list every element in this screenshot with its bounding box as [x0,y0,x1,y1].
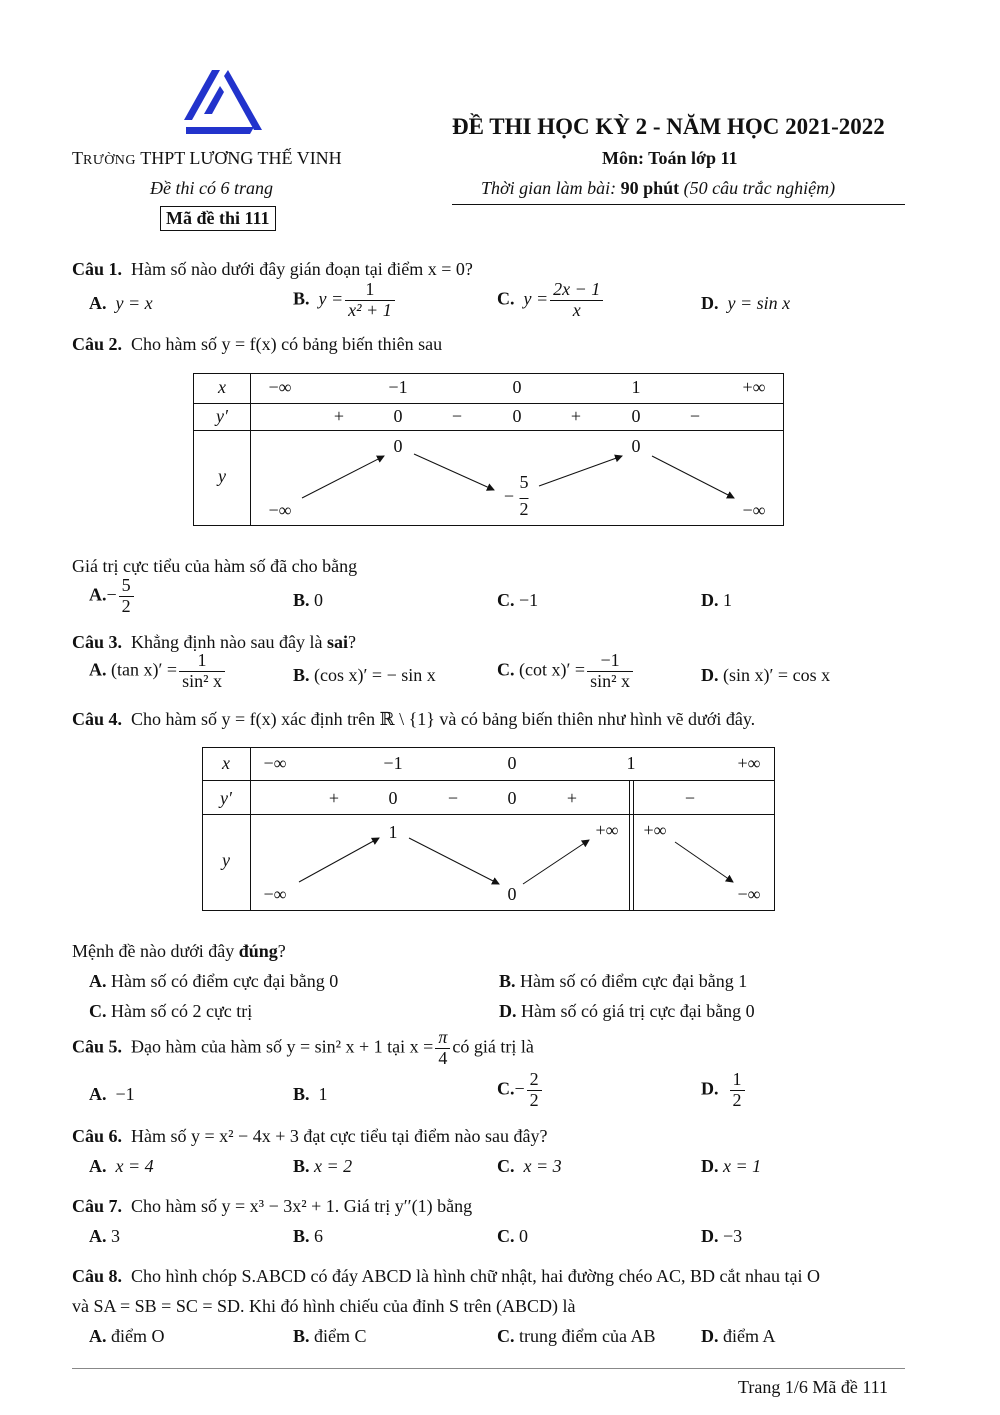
exam-code-box: Mã đề thi 111 [160,206,276,231]
q1-option-a[interactable]: A. y = x [89,293,153,313]
q7-option-a[interactable]: A. 3 [89,1226,120,1246]
question-5: Câu 5. Đạo hàm của hàm số y = sin² x + 1 tại x = $\frac{\pi}{4}$ có giá trị là [72,1027,534,1068]
exam-title: ĐỀ THI HỌC KỲ 2 - NĂM HỌC 2021-2022 [452,114,885,139]
q4-option-c[interactable]: C. Hàm số có 2 cực trị [89,1001,253,1021]
q3-option-b[interactable]: B. (cos x)′ = − sin x [293,665,436,685]
footer-page-number: Trang 1/6 Mã đề 111 [738,1377,888,1397]
q2-option-a[interactable]: A.− $\frac{5}{2}$ [89,576,136,617]
q3-option-a[interactable]: A. (tan x)′ = $\frac{1}{\text{sin² x}}$ [89,651,227,692]
q7-option-c[interactable]: C. 0 [497,1226,528,1246]
question-6: Câu 6. Hàm số y = x² − 4x + 3 đạt cực tiểu tại điểm nào sau đây? [72,1126,548,1146]
school-name: TRƯỜNG THPT LƯƠNG THẾ VINH [72,148,342,168]
variation-table-q4: x y′ y −∞ −1 0 1 +∞ + 0 − 0 + − −∞ 1 0 +∞ +∞ −∞ [202,747,775,911]
header-rule [452,204,905,205]
q3-option-d[interactable]: D. (sin x)′ = cos x [701,665,831,685]
question-7: Câu 7. Cho hàm số y = x³ − 3x² + 1. Giá trị y′′(1) bằng [72,1196,473,1216]
question-8-line2: và SA = SB = SC = SD. Khi đó hình chiếu của đỉnh S trên (ABCD) là [72,1296,576,1316]
q4-option-b[interactable]: B. Hàm số có điểm cực đại bằng 1 [499,971,748,991]
q4-follow-text: Mệnh đề nào dưới đây đúng? [72,941,286,961]
q5-option-d[interactable]: D. $\frac{1}{2}$ [701,1070,747,1111]
q1-option-c[interactable]: C. y = $\frac{2x - 1}{x}$ [497,280,605,321]
question-1: Câu 1. Hàm số nào dưới đây gián đoạn tại điểm x = 0? [72,259,473,279]
q8-option-a[interactable]: A. điểm O [89,1326,165,1346]
q7-option-b[interactable]: B. 6 [293,1226,324,1246]
q4-option-a[interactable]: A. Hàm số có điểm cực đại bằng 0 [89,971,339,991]
question-8: Câu 8. Cho hình chóp S.ABCD có đáy ABCD là hình chữ nhật, hai đường chéo AC, BD cắt nhau tại O [72,1266,820,1286]
q1-option-d[interactable]: D. y = sin x [701,293,791,313]
q8-option-d[interactable]: D. điểm A [701,1326,776,1346]
q3-option-c[interactable]: C. (cot x)′ = $\frac{-1}{\text{sin² x}}$ [497,651,635,692]
question-2: Câu 2. Cho hàm số y = f(x) có bảng biến thiên sau [72,334,443,354]
q7-option-d[interactable]: D. −3 [701,1226,743,1246]
q2-option-c[interactable]: C. −1 [497,590,539,610]
q2-option-b[interactable]: B. 0 [293,590,324,610]
exam-time: Thời gian làm bài: 90 phút (50 câu trắc nghiệm) [481,178,836,198]
q5-option-c[interactable]: C.− $\frac{2}{2}$ [497,1070,544,1111]
q2-option-d[interactable]: D. 1 [701,590,732,610]
q5-option-a[interactable]: A. −1 [89,1084,135,1104]
q6-option-c[interactable]: C. x = 3 [497,1156,562,1176]
q5-option-b[interactable]: B. 1 [293,1084,328,1104]
question-3: Câu 3. Khẳng định nào sau đây là sai? [72,632,356,652]
q1-option-b[interactable]: B. y = $\frac{1}{\text{x² + 1}}$ [293,280,397,321]
variation-table-q2: x y′ y −∞ −1 0 1 +∞ + 0 − 0 + 0 − −∞ 0 − 5 2 0 −∞ [193,373,784,526]
footer-rule [72,1368,905,1369]
triangle-logo-icon [182,70,264,136]
q8-option-b[interactable]: B. điểm C [293,1326,367,1346]
q2-follow-text: Giá trị cực tiểu của hàm số đã cho bằng [72,556,358,576]
q6-option-d[interactable]: D. x = 1 [701,1156,762,1176]
pages-note: Đề thi có 6 trang [150,178,273,198]
q6-option-a[interactable]: A. x = 4 [89,1156,154,1176]
q4-option-d[interactable]: D. Hàm số có giá trị cực đại bằng 0 [499,1001,755,1021]
question-4: Câu 4. Cho hàm số y = f(x) xác định trên ℝ \ {1} và có bảng biến thiên như hình vẽ dưới đây. [72,709,756,729]
q6-option-b[interactable]: B. x = 2 [293,1156,353,1176]
q8-option-c[interactable]: C. trung điểm của AB [497,1326,656,1346]
exam-subject: Môn: Toán lớp 11 [602,148,738,168]
